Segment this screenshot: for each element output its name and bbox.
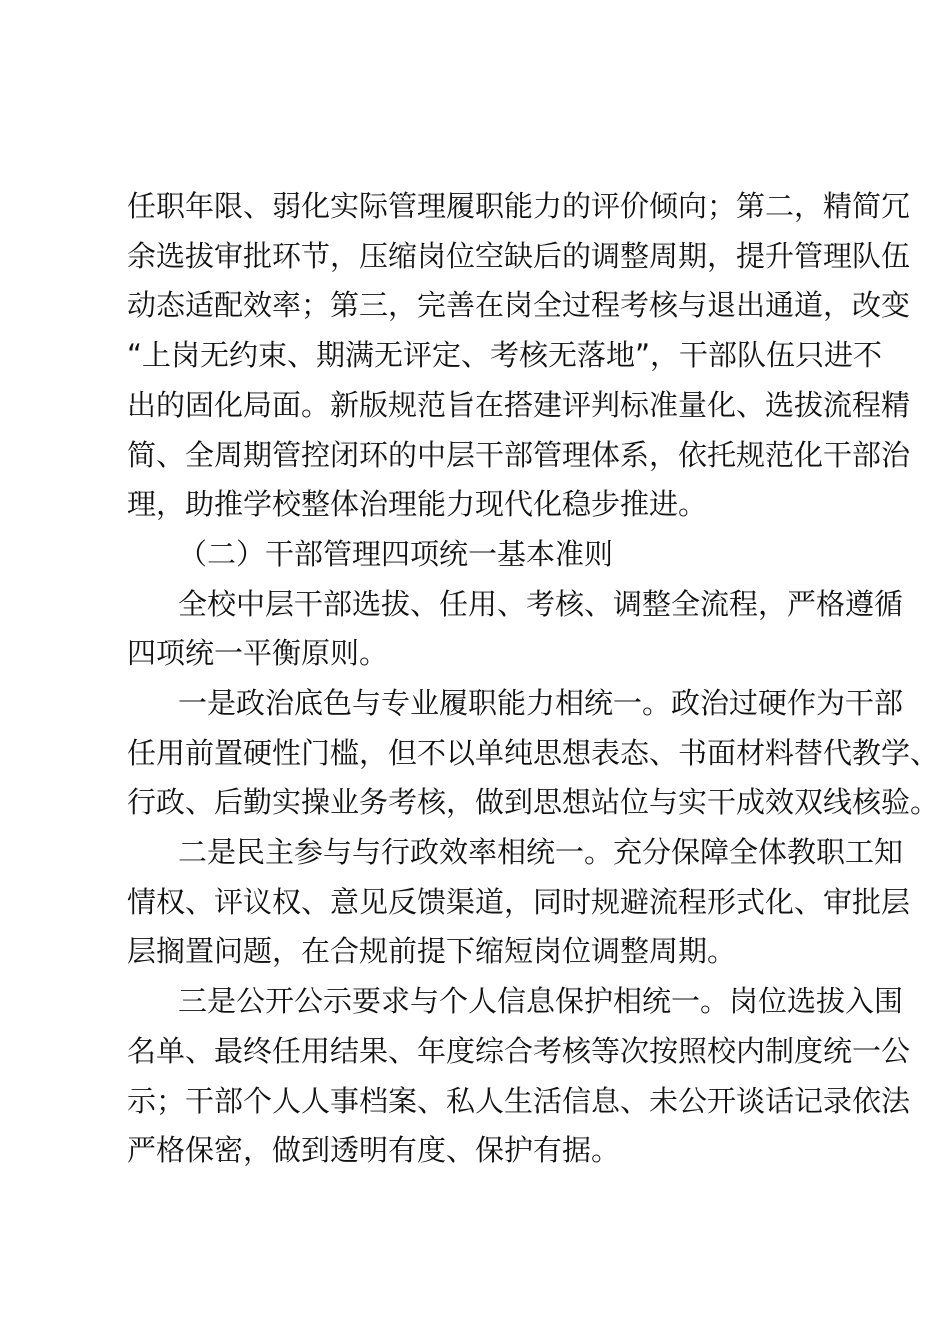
body-text-line: 层搁置问题，在合规前提下缩短岗位调整周期。	[127, 934, 737, 968]
body-text-line: 四项统一平衡原则。	[127, 636, 389, 670]
body-text-line: 理，助推学校整体治理能力现代化稳步推进。	[127, 487, 708, 521]
paragraph-first-line: 二是民主参与与行政效率相统一。充分保障全体教职工知	[178, 835, 904, 869]
paragraph-first-line: 一是政治底色与专业履职能力相统一。政治过硬作为干部	[178, 686, 904, 720]
body-text-line: 严格保密，做到透明有度、保护有据。	[127, 1133, 621, 1167]
paragraph-first-line: 全校中层干部选拔、任用、考核、调整全流程，严格遵循	[178, 587, 904, 621]
body-text-line: 任用前置硬性门槛，但不以单纯思想表态、书面材料替代教学、	[127, 736, 940, 770]
body-text-line: 行政、后勤实操业务考核，做到思想站位与实干成效双线核验。	[127, 785, 940, 819]
body-text-line: 出的固化局面。新版规范旨在搭建评判标准量化、选拔流程精	[127, 388, 911, 422]
section-heading: （二）干部管理四项统一基本准则	[178, 537, 614, 571]
body-text-line: 余选拔审批环节，压缩岗位空缺后的调整周期，提升管理队伍	[127, 239, 911, 273]
paragraph-first-line: 三是公开公示要求与个人信息保护相统一。岗位选拔入围	[178, 984, 904, 1018]
body-text-line: 示；干部个人人事档案、私人生活信息、未公开谈话记录依法	[127, 1084, 911, 1118]
body-text-line: 动态适配效率；第三，完善在岗全过程考核与退出通道，改变	[127, 288, 911, 322]
body-text-line: 名单、最终任用结果、年度综合考核等次按照校内制度统一公	[127, 1034, 911, 1068]
body-text-line: 任职年限、弱化实际管理履职能力的评价倾向；第二，精简冗	[127, 189, 911, 223]
body-text-line: 简、全周期管控闭环的中层干部管理体系，依托规范化干部治	[127, 438, 911, 472]
body-text-line: 情权、评议权、意见反馈渠道，同时规避流程形式化、审批层	[127, 885, 911, 919]
body-text-line: “上岗无约束、期满无评定、考核无落地”，干部队伍只进不	[127, 338, 883, 372]
